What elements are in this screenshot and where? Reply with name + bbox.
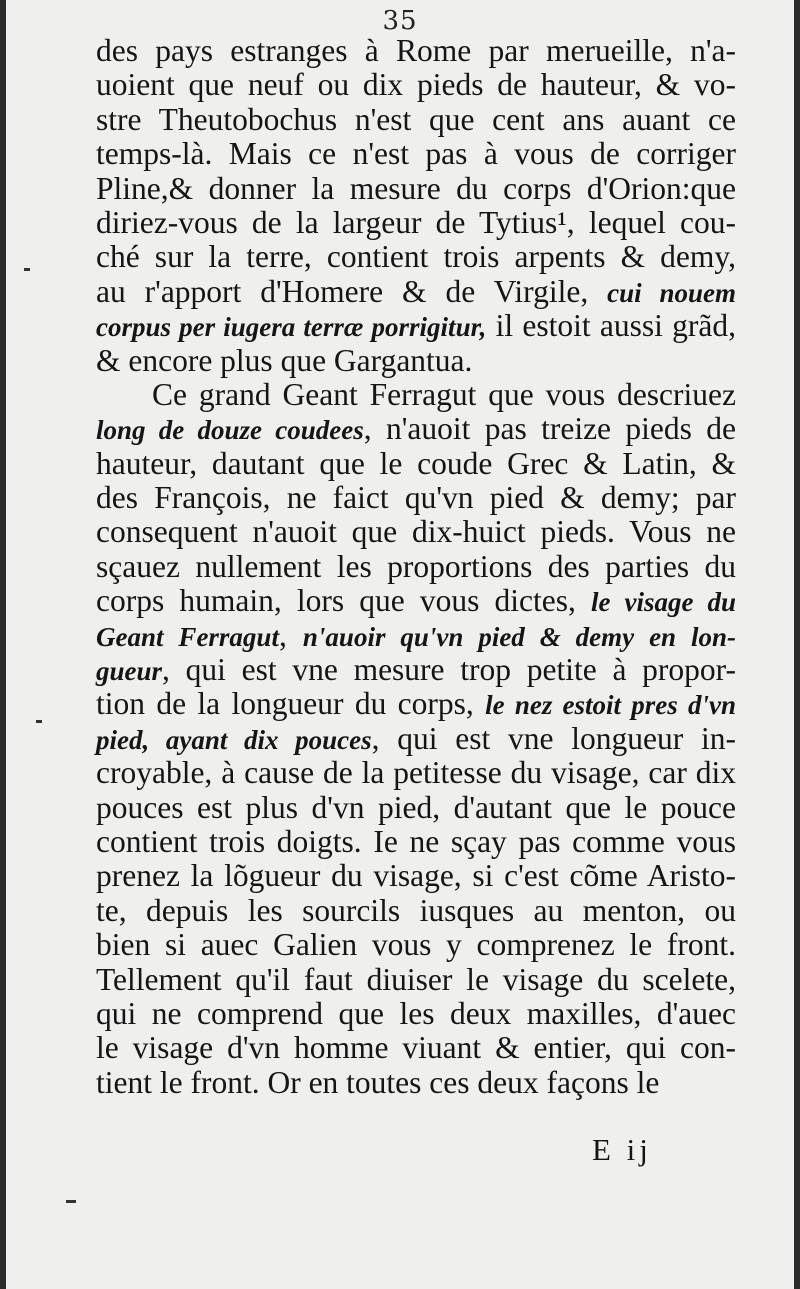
text-line bbox=[96, 172, 736, 206]
text-line bbox=[96, 550, 736, 584]
text-run: corps humain, lors que vous dictes, bbox=[96, 583, 591, 619]
text-line bbox=[96, 928, 736, 962]
text-line bbox=[96, 447, 736, 481]
text-line bbox=[96, 137, 736, 171]
text-run: tient le front. Or en toutes ces deux façons le bbox=[96, 1064, 660, 1100]
text-line bbox=[96, 240, 736, 274]
text-line bbox=[96, 309, 736, 343]
italic-quotation: gueur bbox=[96, 656, 163, 687]
text-line bbox=[96, 997, 736, 1031]
text-line bbox=[96, 378, 736, 412]
page-number: 35 bbox=[382, 6, 418, 36]
text-run: tion de la longueur du corps, bbox=[96, 686, 486, 722]
text-run: pouces est plus d'vn pied, d'autant que le pouce bbox=[96, 789, 736, 825]
text-line bbox=[96, 344, 736, 378]
text-run: des pays estranges à Rome par merueille, n'a- bbox=[96, 33, 736, 68]
text-run: au r'apport d'Homere & de Virgile, bbox=[96, 273, 608, 309]
text-run: qui ne comprend que les deux maxilles, d'auec bbox=[96, 995, 736, 1031]
text-line bbox=[96, 103, 736, 137]
text-run: , qui est vne mesure trop petite à propor- bbox=[162, 652, 736, 688]
text-line bbox=[96, 653, 736, 687]
text-line bbox=[96, 756, 736, 790]
text-line bbox=[96, 825, 736, 859]
text-run: te, depuis les sourcils iusques au menton, ou bbox=[96, 892, 736, 928]
text-run: il estoit aussi grãd, bbox=[486, 308, 736, 344]
text-run: diriez-vous de la largeur de Tytius¹, lequel cou- bbox=[96, 204, 736, 240]
text-line bbox=[96, 687, 736, 721]
text-line bbox=[96, 963, 736, 997]
text-line bbox=[96, 481, 736, 515]
text-line bbox=[96, 275, 736, 309]
text-line bbox=[96, 1031, 736, 1065]
text-run: & encore plus que Gargantua. bbox=[96, 342, 473, 378]
text-line bbox=[96, 515, 736, 549]
margin-speck bbox=[36, 720, 42, 723]
italic-quotation: Geant Ferragut bbox=[96, 621, 279, 652]
text-run: stre Theutobochus n'est que cent ans auant ce bbox=[96, 101, 736, 137]
text-run: Pline,& donner la mesure du corps d'Orion:que bbox=[96, 170, 736, 206]
text-run: Ce grand Geant Ferragut que vous descriuez bbox=[152, 376, 736, 412]
body-text bbox=[96, 34, 736, 1100]
text-run: des François, ne faict qu'vn pied & demy; par bbox=[96, 480, 736, 516]
italic-quotation: corpus per iugera terræ porrigitur, bbox=[96, 312, 487, 343]
text-run: uoient que neuf ou dix pieds de hauteur, & vo- bbox=[96, 67, 736, 103]
text-line bbox=[96, 34, 736, 68]
text-line bbox=[96, 859, 736, 893]
italic-quotation: le nez estoit pres d'vn bbox=[485, 690, 736, 721]
text-line bbox=[96, 584, 736, 618]
text-run: ché sur la terre, contient trois arpents & demy, bbox=[96, 239, 736, 275]
text-line bbox=[96, 722, 736, 756]
text-line bbox=[96, 791, 736, 825]
italic-quotation: le visage du bbox=[591, 587, 736, 618]
text-run: contient trois doigts. Ie ne sçay pas comme vous bbox=[96, 823, 736, 859]
text-line bbox=[96, 1066, 736, 1100]
italic-quotation: long de douze coudees bbox=[96, 415, 364, 446]
text-run: consequent n'auoit que dix-huict pieds. Vous ne bbox=[96, 514, 736, 550]
text-line bbox=[96, 412, 736, 446]
text-line bbox=[96, 894, 736, 928]
italic-quotation: cui nouem bbox=[607, 277, 736, 308]
italic-quotation: n'auoir qu'vn pied & demy en lon- bbox=[302, 621, 737, 652]
text-run: croyable, à cause de la petitesse du visage, car dix bbox=[96, 755, 736, 791]
signature-mark: E ij bbox=[592, 1132, 652, 1167]
text-run: le visage d'vn homme viuant & entier, qui con- bbox=[96, 1030, 736, 1066]
text-run: bien si auec Galien vous y comprenez le front. bbox=[96, 927, 736, 963]
text-run: temps-là. Mais ce n'est pas à vous de corriger bbox=[96, 136, 736, 172]
text-run: Tellement qu'il faut diuiser le visage du scelete, bbox=[96, 961, 736, 997]
text-run: prenez la lõgueur du visage, si c'est cõme Aristo- bbox=[96, 858, 736, 894]
text-run: , bbox=[278, 617, 303, 653]
text-run: hauteur, dautant que le coude Grec & Latin, & bbox=[96, 445, 736, 481]
text-run: sçauez nullement les proportions des parties du bbox=[96, 548, 736, 584]
text-run: , qui est vne longueur in- bbox=[371, 720, 736, 756]
margin-speck bbox=[66, 1200, 76, 1203]
text-line bbox=[96, 68, 736, 102]
text-line bbox=[96, 619, 736, 653]
italic-quotation: pied, ayant dix pouces bbox=[96, 724, 372, 755]
text-run: , n'auoit pas treize pieds de bbox=[363, 411, 736, 447]
text-line bbox=[96, 206, 736, 240]
margin-speck bbox=[24, 268, 30, 271]
book-page bbox=[6, 0, 794, 1289]
